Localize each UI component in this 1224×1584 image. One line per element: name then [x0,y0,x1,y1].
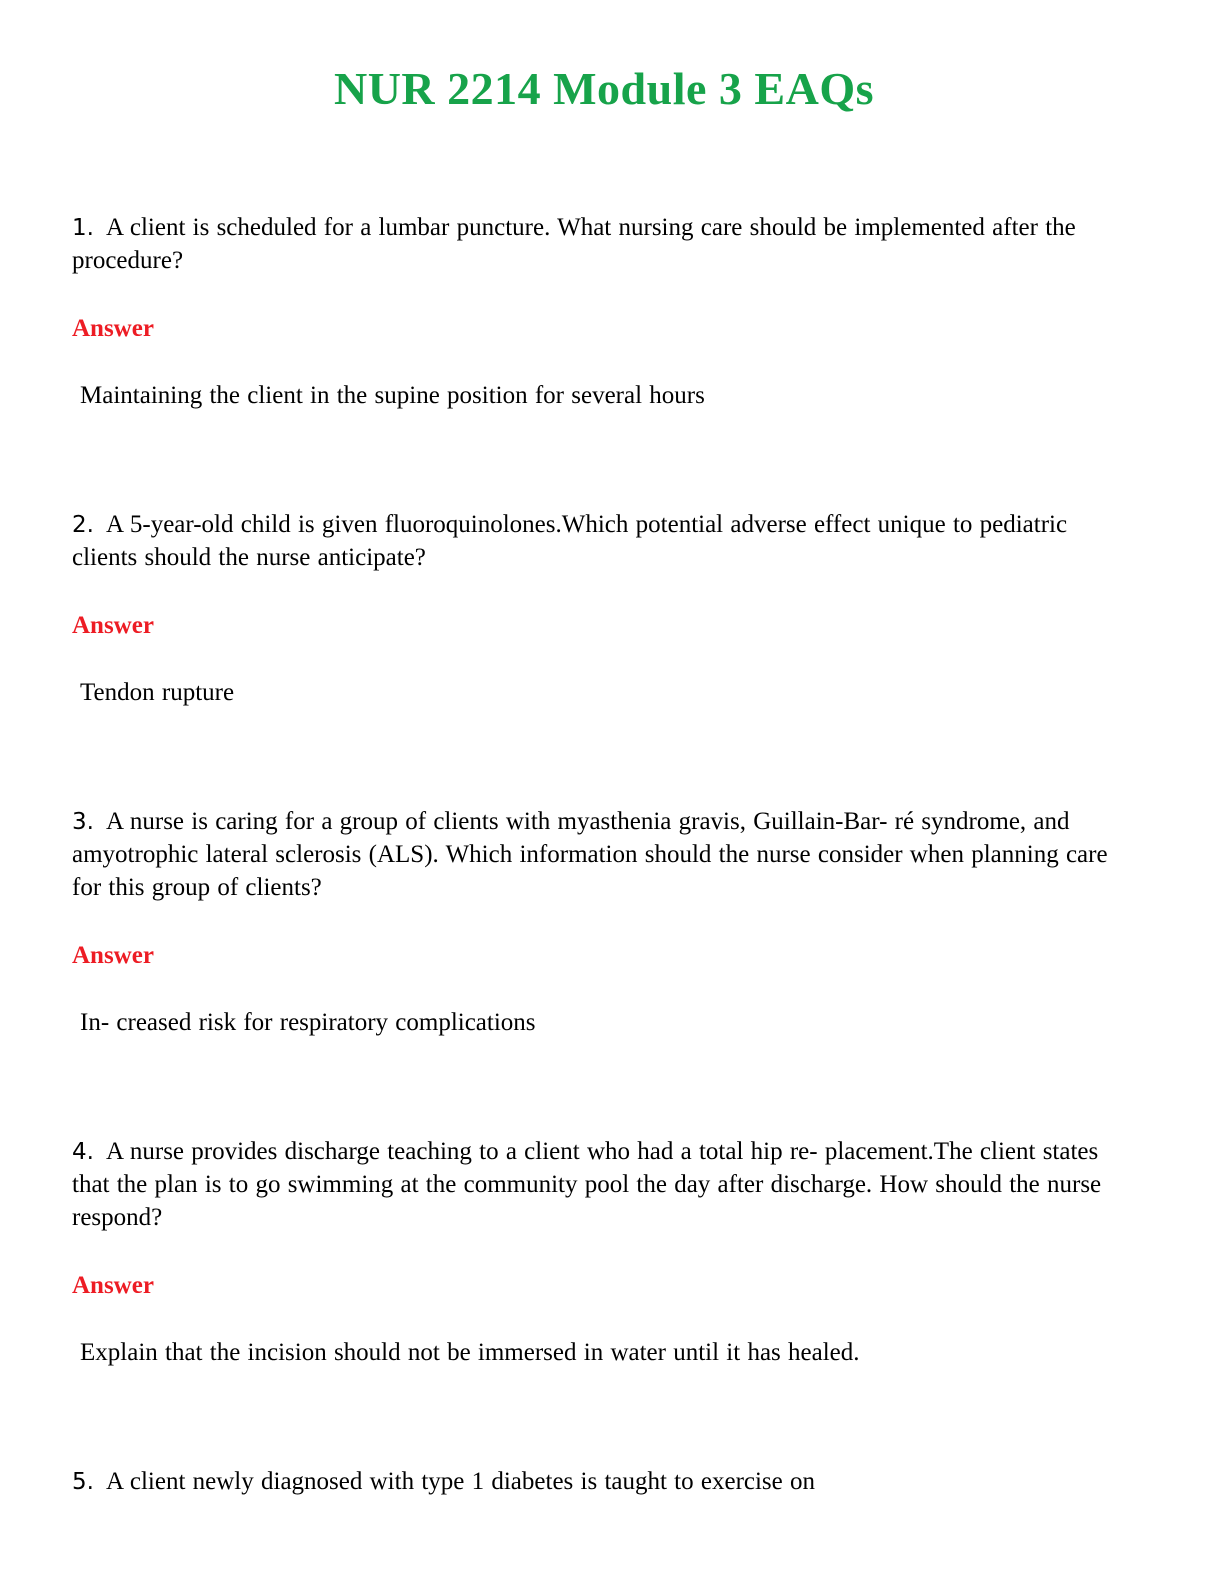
qa-item [72,805,1136,1039]
question-text: A 5-year-old child is given fluoroquinolones.Which potential adverse effect unique to pediatric clients should the nurse anticipate? [72,511,1068,571]
question-text: A client is scheduled for a lumbar puncture. What nursing care should be implemented after the procedure? [72,214,1076,274]
question-text: A client newly diagnosed with type 1 diabetes is taught to exercise on [105,1468,816,1495]
answer-label: Answer [72,315,154,342]
question [72,211,1136,277]
answer-text: Tendon rupture [80,679,235,706]
qa-item [72,508,1136,709]
answer-text: In- creased risk for respiratory complications [80,1009,536,1036]
question [72,1135,1136,1234]
qa-item [72,1135,1136,1369]
question-number: 2. [72,512,94,538]
answer-text: Maintaining the client in the supine position for several hours [80,382,705,409]
question [72,1465,1136,1498]
answer-label: Answer [72,1272,154,1299]
answer-label: Answer [72,612,154,639]
question-text: A nurse provides discharge teaching to a client who had a total hip re- placement.The client states that the plan is to go swimming at the community pool the day after discharge. How should the nurse respond? [72,1138,1102,1231]
qa-item [72,211,1136,412]
question-number: 5. [72,1469,94,1495]
answer-label: Answer [72,942,154,969]
page-title: NUR 2214 Module 3 EAQs [333,63,875,114]
answer-text: Explain that the incision should not be immersed in water until it has healed. [80,1339,860,1366]
qa-item [72,1465,1136,1498]
question-number: 4. [72,1139,94,1165]
question [72,508,1136,574]
question-number: 3. [72,809,94,835]
question-text: A nurse is caring for a group of clients with myasthenia gravis, Guillain-Bar- ré syndrome, and amyotrophic lateral sclerosis (ALS). Which information should the nurse consider when planning care for this group of clients? [72,808,1108,901]
question-number: 1. [72,215,94,241]
question [72,805,1136,904]
